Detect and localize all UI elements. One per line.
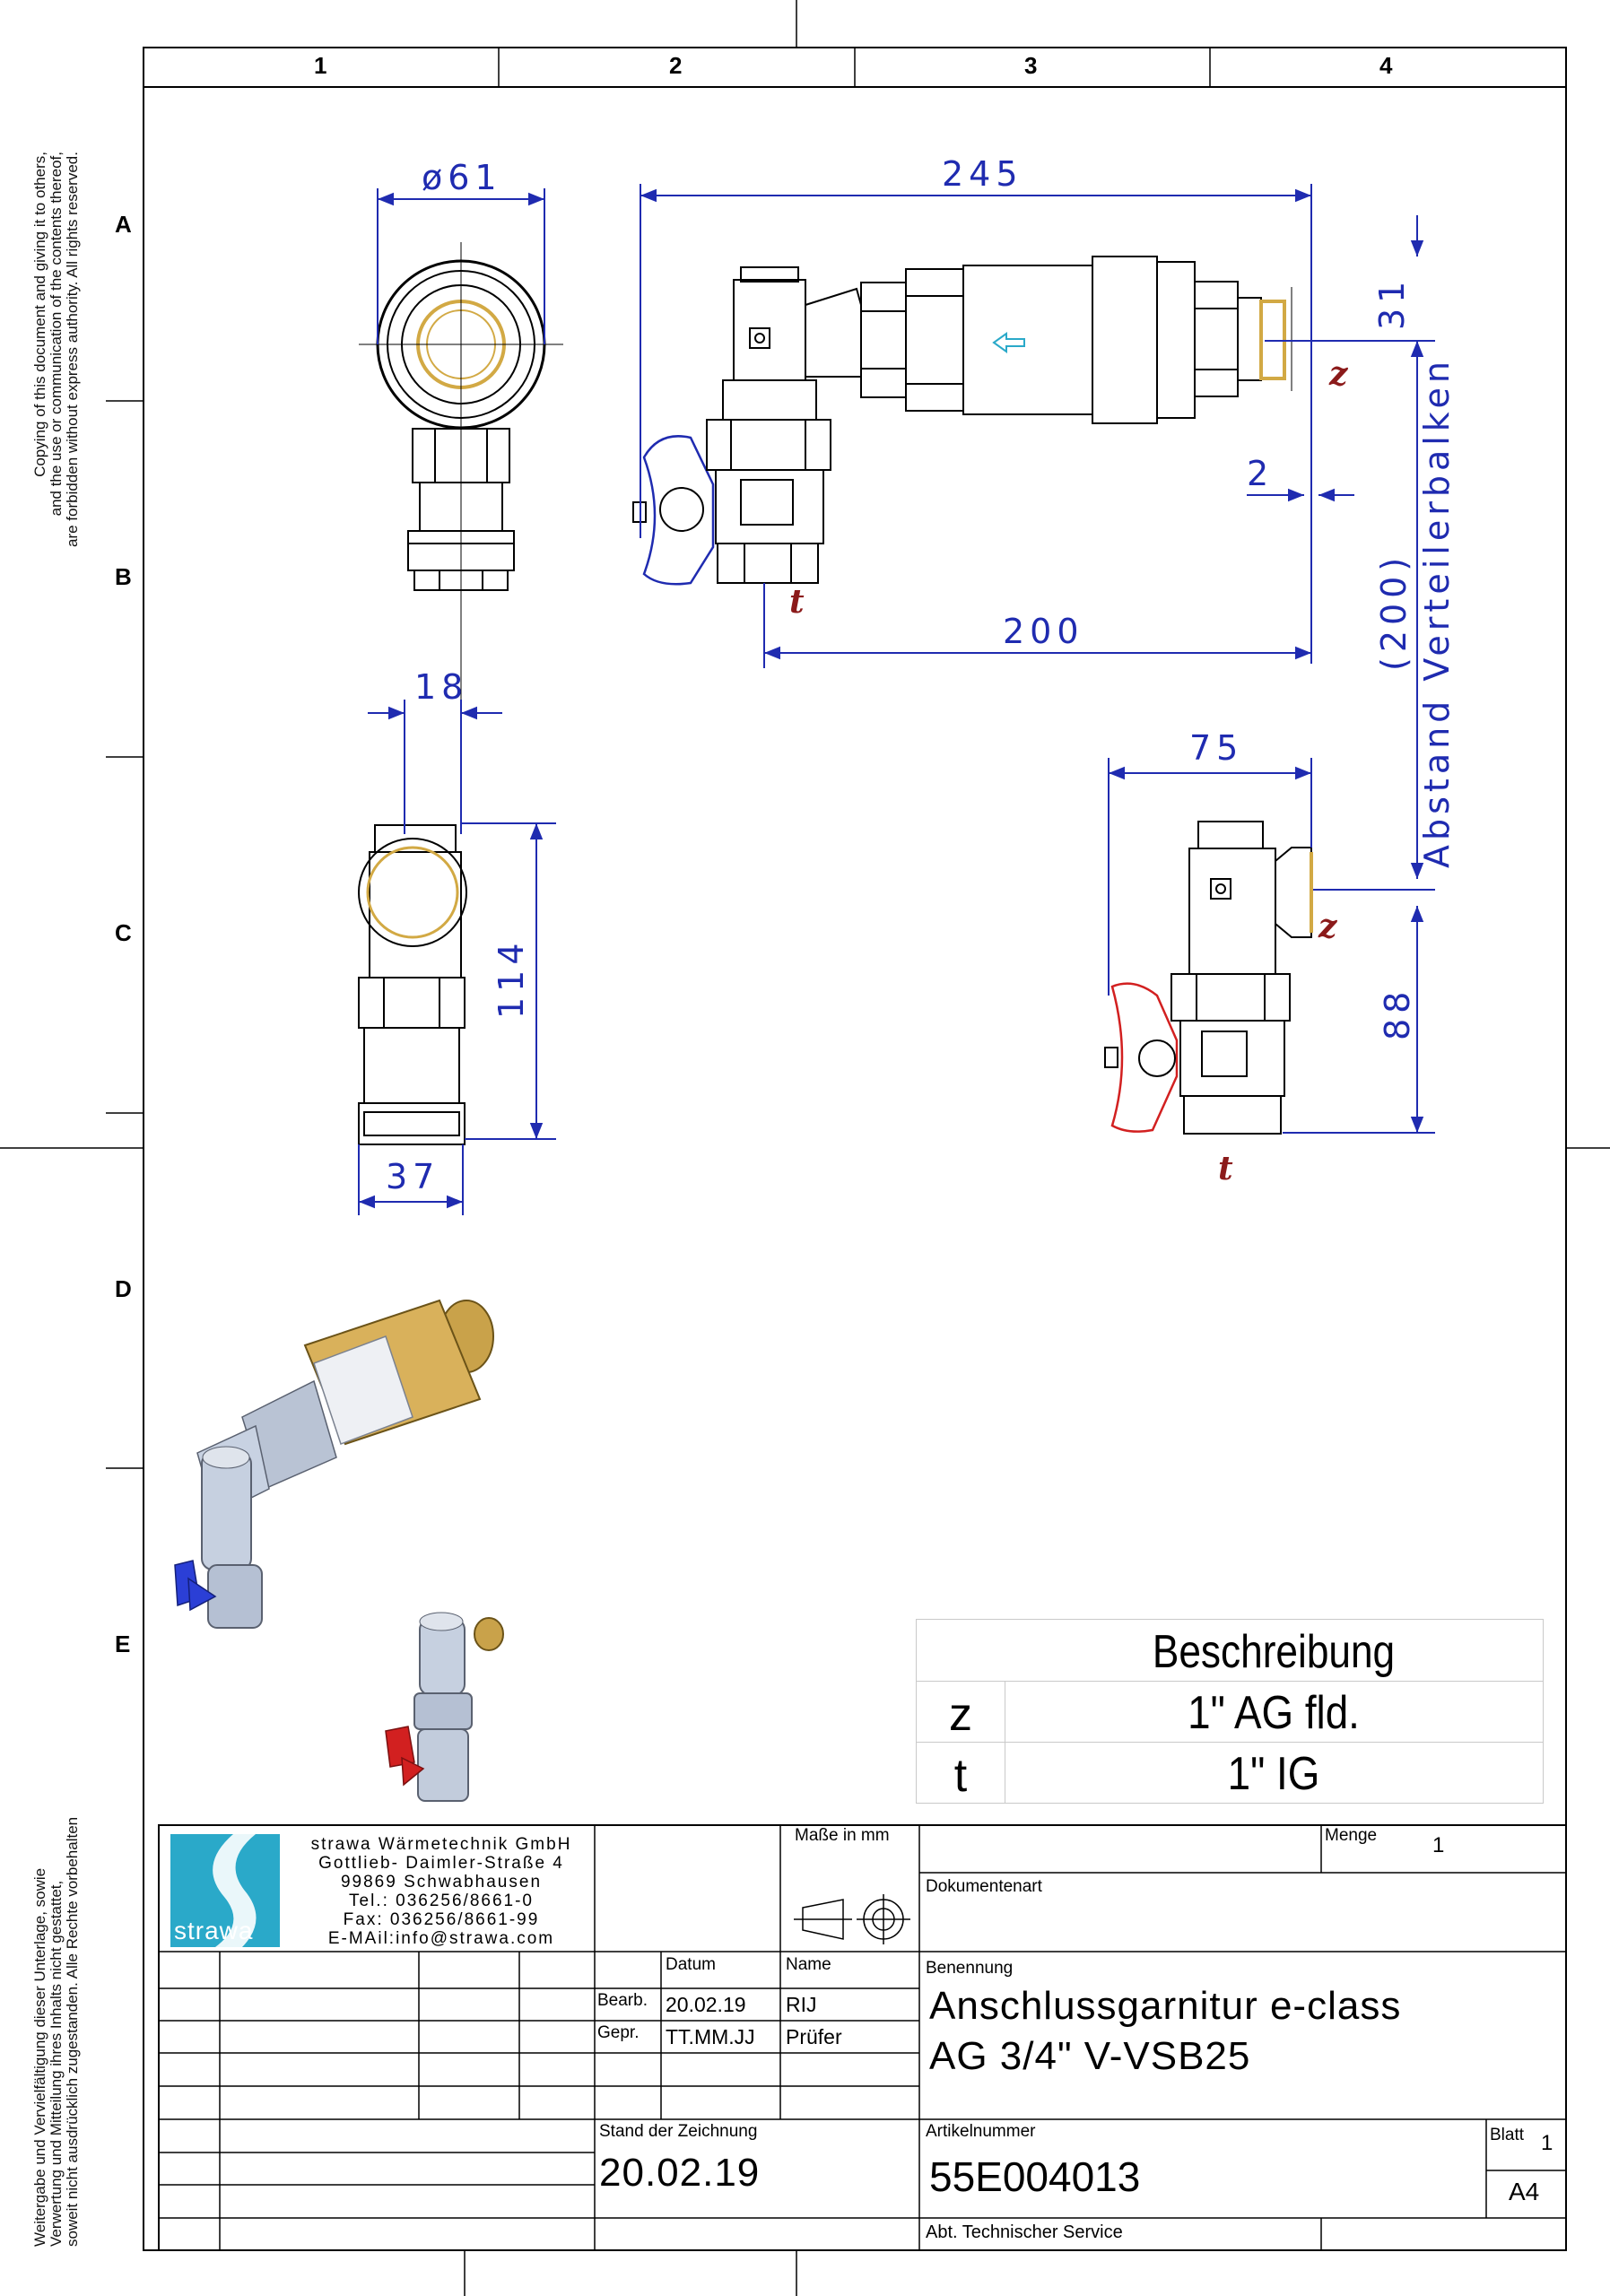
column-label-4: 4 xyxy=(1379,52,1393,79)
bearb-label: Bearb. xyxy=(597,1991,648,2010)
gepr-label: Gepr. xyxy=(597,2023,640,2042)
menge-value: 1 xyxy=(1432,1833,1445,1857)
dimension-18: 18 xyxy=(414,667,469,707)
bearb-date: 20.02.19 xyxy=(666,1993,746,2016)
column-label-2: 2 xyxy=(669,52,683,79)
gepr-date: TT.MM.JJ xyxy=(666,2025,755,2048)
artikel-value: 55E004013 xyxy=(929,2153,1141,2200)
dimension-d61: ø61 xyxy=(422,158,502,197)
dimension-245: 245 xyxy=(942,154,1023,194)
row-label-a: A xyxy=(115,211,132,238)
mark-t-front: t xyxy=(789,583,805,621)
stand-label: Stand der Zeichnung xyxy=(599,2122,758,2141)
row-label-c: C xyxy=(115,919,132,946)
dimension-200-reference: (200) xyxy=(1374,552,1414,671)
units-label: Maße in mm xyxy=(795,1826,890,1845)
menge-label: Menge xyxy=(1325,1826,1378,1845)
mark-z-front: z xyxy=(1329,355,1348,393)
bearb-name: RIJ xyxy=(786,1993,817,2016)
department-label: Abt. Technischer Service xyxy=(926,2222,1123,2242)
logo-text: strawa xyxy=(174,1917,254,1944)
name-label: Name xyxy=(786,1955,831,1974)
dimension-200: 200 xyxy=(1003,612,1084,651)
copyright-note-de: Weitergabe und Vervielfältigung dieser Unterlage, sowie Verwertung und Mitteilung ihres Inhalts nicht gestattet, soweit nicht ausdrücklich zugestanden. Alle Rechte vorbehalten xyxy=(31,1816,81,2247)
dokumentenart-label: Dokumentenart xyxy=(926,1877,1042,1896)
dimension-88: 88 xyxy=(1378,986,1417,1040)
benennung-label: Benennung xyxy=(926,1959,1014,1978)
mark-t-small: t xyxy=(1218,1150,1233,1187)
gepr-name: Prüfer xyxy=(786,2025,842,2048)
drawing-title-line2: AG 3/4" V-VSB25 xyxy=(929,2034,1251,2078)
strawa-logo xyxy=(170,1834,280,1947)
dimension-114: 114 xyxy=(492,937,531,1019)
description-key-t: t xyxy=(953,1750,968,1802)
dimension-37: 37 xyxy=(386,1157,440,1196)
dimension-75: 75 xyxy=(1189,728,1244,768)
format-value: A4 xyxy=(1509,2178,1540,2205)
label-abstand-verteilerbalken: Abstand Verteilerbalken xyxy=(1417,357,1457,868)
dimension-2: 2 xyxy=(1247,454,1275,493)
company-address: strawa Wärmetechnik GmbH Gottlieb- Daimler-Straße 4 99869 Schwabhausen Tel.: 036256/8661-0 Fax: 036256/8661-99 E-MAil:info@strawa.com xyxy=(310,1835,572,1948)
drawing-title-line1: Anschlussgarnitur e-class xyxy=(929,1984,1402,2028)
copyright-note-en: Copying of this document and giving it to others, and the use or communication of the contents thereof, are forbidden without express authority. All rights reserved. xyxy=(31,152,81,547)
dimension-31: 31 xyxy=(1372,275,1412,330)
row-label-e: E xyxy=(115,1631,131,1657)
description-key-z: z xyxy=(949,1689,972,1741)
description-value-z: 1" AG fld. xyxy=(1188,1687,1360,1739)
row-label-d: D xyxy=(115,1275,132,1302)
row-label-b: B xyxy=(115,563,132,590)
artikel-label: Artikelnummer xyxy=(926,2122,1036,2141)
stand-value: 20.02.19 xyxy=(599,2151,761,2195)
description-header: Beschreibung xyxy=(1152,1626,1396,1678)
description-value-t: 1" IG xyxy=(1227,1748,1320,1800)
blatt-label: Blatt xyxy=(1490,2126,1525,2144)
column-label-1: 1 xyxy=(314,52,327,79)
column-label-3: 3 xyxy=(1024,52,1038,79)
blatt-value: 1 xyxy=(1541,2131,1553,2155)
mark-z-small: z xyxy=(1318,908,1337,945)
datum-label: Datum xyxy=(666,1955,716,1974)
